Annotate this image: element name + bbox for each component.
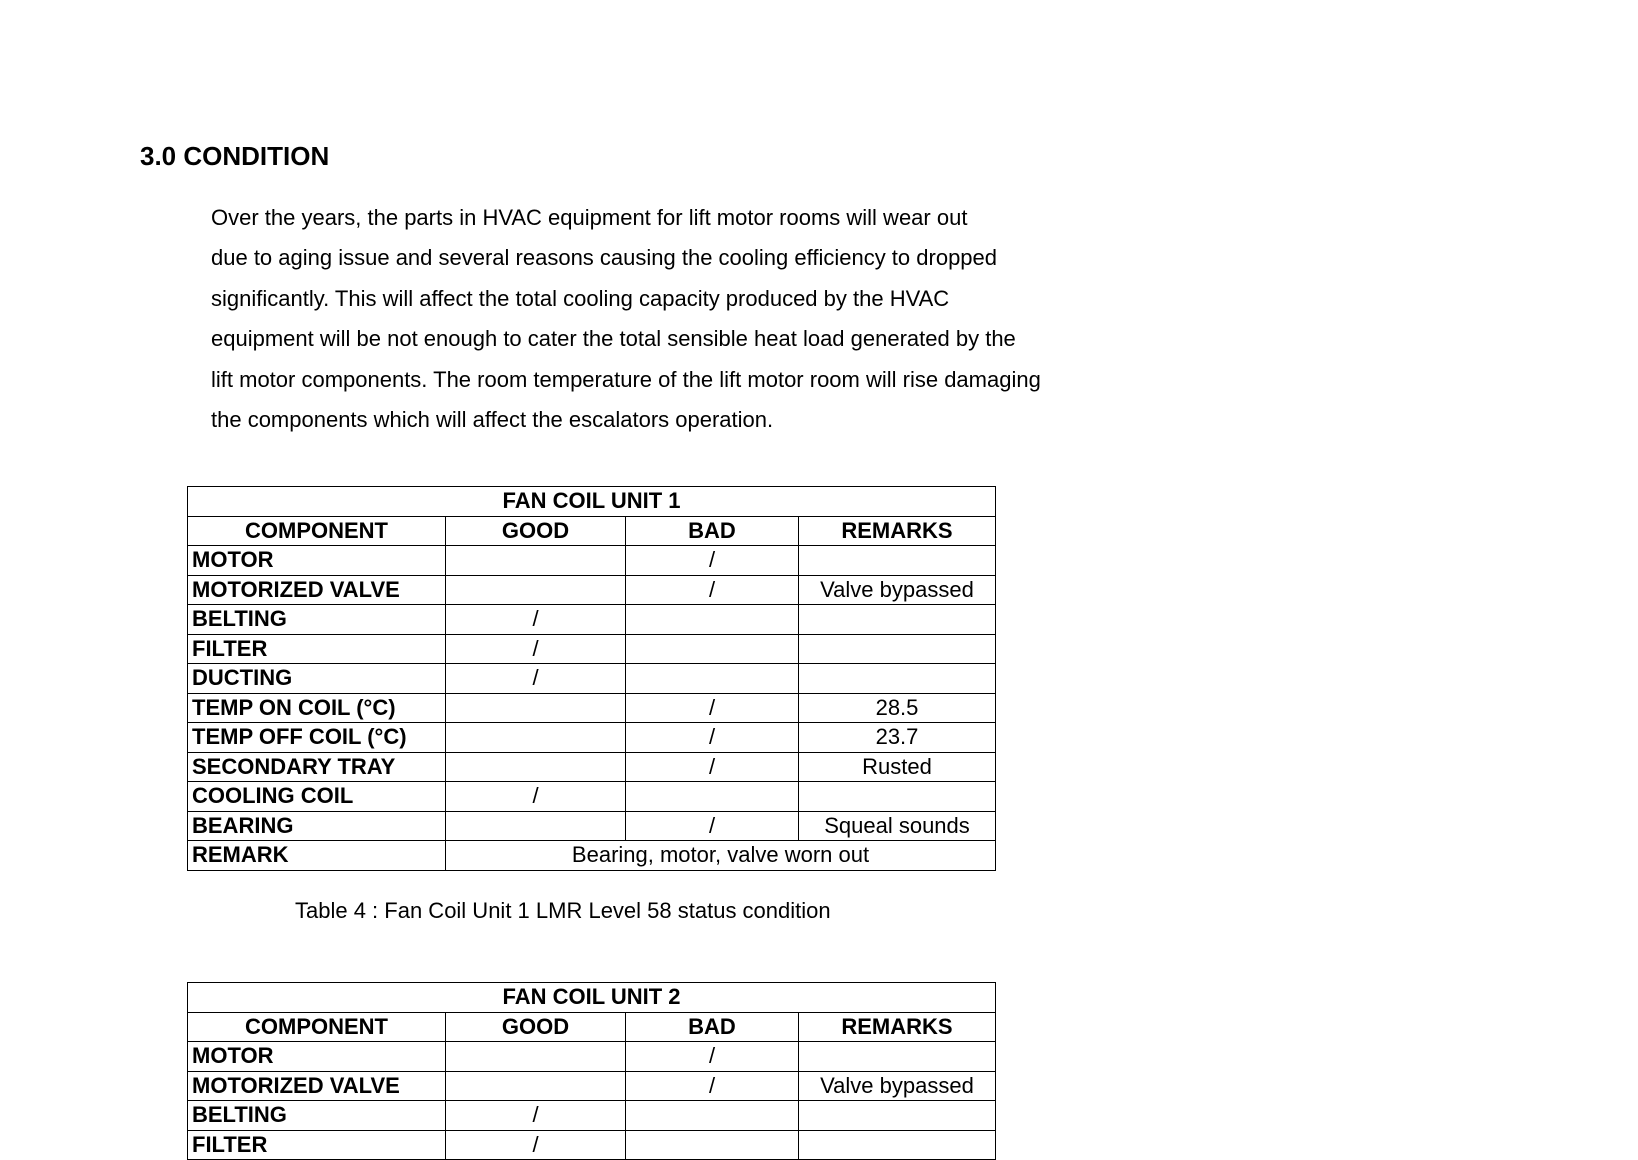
remarks-cell <box>799 1042 996 1072</box>
column-header-bad: BAD <box>626 1012 799 1042</box>
table-row <box>188 1071 996 1101</box>
table-row <box>188 723 996 753</box>
component-cell: FILTER <box>188 1130 446 1160</box>
paragraph-line: significantly. This will affect the total cooling capacity produced by the HVAC <box>211 285 950 311</box>
column-header-remarks: REMARKS <box>799 1012 996 1042</box>
good-cell <box>446 575 626 605</box>
good-cell <box>446 1071 626 1101</box>
bad-cell: / <box>626 546 799 576</box>
fan-coil-unit-2-table <box>187 982 996 1160</box>
remarks-cell: Valve bypassed <box>799 575 996 605</box>
component-cell: MOTOR <box>188 1042 446 1072</box>
bad-cell: / <box>626 575 799 605</box>
remarks-cell: 28.5 <box>799 693 996 723</box>
column-header-good: GOOD <box>446 516 626 546</box>
remarks-cell: Squeal sounds <box>799 811 996 841</box>
component-cell: BELTING <box>188 605 446 635</box>
bad-cell <box>626 605 799 635</box>
table-remark-row <box>188 841 996 871</box>
bad-cell <box>626 1101 799 1131</box>
bad-cell: / <box>626 723 799 753</box>
component-cell: COOLING COIL <box>188 782 446 812</box>
table-row <box>188 605 996 635</box>
good-cell: / <box>446 664 626 694</box>
bad-cell: / <box>626 1071 799 1101</box>
table-row <box>188 664 996 694</box>
good-cell: / <box>446 634 626 664</box>
table-body <box>188 546 996 841</box>
good-cell <box>446 693 626 723</box>
column-header-component: COMPONENT <box>188 516 446 546</box>
table-body <box>188 1042 996 1160</box>
component-cell: MOTOR <box>188 546 446 576</box>
bad-cell <box>626 634 799 664</box>
bad-cell <box>626 1130 799 1160</box>
column-header-remarks: REMARKS <box>799 516 996 546</box>
table-row <box>188 811 996 841</box>
paragraph-line: equipment will be not enough to cater the total sensible heat load generated by the <box>211 326 1016 352</box>
component-cell: SECONDARY TRAY <box>188 752 446 782</box>
remarks-cell <box>799 664 996 694</box>
table-title: FAN COIL UNIT 2 <box>188 983 996 1013</box>
table-title-row <box>188 487 996 517</box>
remarks-cell: Rusted <box>799 752 996 782</box>
remarks-cell <box>799 782 996 812</box>
remarks-cell <box>799 1101 996 1131</box>
component-cell: BELTING <box>188 1101 446 1131</box>
component-cell: MOTORIZED VALVE <box>188 1071 446 1101</box>
fan-coil-unit-1-table <box>187 486 996 871</box>
component-cell: MOTORIZED VALVE <box>188 575 446 605</box>
column-header-bad: BAD <box>626 516 799 546</box>
table-title-row <box>188 983 996 1013</box>
good-cell <box>446 1042 626 1072</box>
bad-cell: / <box>626 752 799 782</box>
good-cell <box>446 752 626 782</box>
bad-cell: / <box>626 1042 799 1072</box>
paragraph-line: lift motor components. The room temperature of the lift motor room will rise damaging <box>211 366 1041 392</box>
table-row <box>188 1042 996 1072</box>
remark-value: Bearing, motor, valve worn out <box>446 841 996 871</box>
table-row <box>188 546 996 576</box>
bad-cell <box>626 664 799 694</box>
table-title: FAN COIL UNIT 1 <box>188 487 996 517</box>
remarks-cell <box>799 546 996 576</box>
component-cell: FILTER <box>188 634 446 664</box>
component-cell: TEMP OFF COIL (°C) <box>188 723 446 753</box>
good-cell <box>446 546 626 576</box>
remarks-cell <box>799 634 996 664</box>
good-cell: / <box>446 1130 626 1160</box>
remarks-cell: 23.7 <box>799 723 996 753</box>
column-header-good: GOOD <box>446 1012 626 1042</box>
good-cell: / <box>446 605 626 635</box>
section-heading: 3.0 CONDITION <box>140 141 330 171</box>
table-row <box>188 1130 996 1160</box>
table-row <box>188 693 996 723</box>
table-row <box>188 782 996 812</box>
table-header-row <box>188 1012 996 1042</box>
paragraph-line: due to aging issue and several reasons causing the cooling efficiency to dropped <box>211 245 998 271</box>
table-header-row <box>188 516 996 546</box>
bad-cell: / <box>626 693 799 723</box>
good-cell <box>446 723 626 753</box>
bad-cell <box>626 782 799 812</box>
section-paragraph <box>167 198 1052 440</box>
remarks-cell: Valve bypassed <box>799 1071 996 1101</box>
remarks-cell <box>799 1130 996 1160</box>
remarks-cell <box>799 605 996 635</box>
bad-cell: / <box>626 811 799 841</box>
paragraph-line: Over the years, the parts in HVAC equipment for lift motor rooms will wear out <box>211 205 968 230</box>
paragraph-line: the components which will affect the escalators operation. <box>211 407 774 433</box>
component-cell: DUCTING <box>188 664 446 694</box>
table-row <box>188 575 996 605</box>
table-caption: Table 4 : Fan Coil Unit 1 LMR Level 58 status condition <box>295 898 831 923</box>
component-cell: TEMP ON COIL (°C) <box>188 693 446 723</box>
table-row <box>188 1101 996 1131</box>
table-row <box>188 634 996 664</box>
good-cell <box>446 811 626 841</box>
remark-label: REMARK <box>188 841 446 871</box>
column-header-component: COMPONENT <box>188 1012 446 1042</box>
table-row <box>188 752 996 782</box>
component-cell: BEARING <box>188 811 446 841</box>
good-cell: / <box>446 1101 626 1131</box>
good-cell: / <box>446 782 626 812</box>
